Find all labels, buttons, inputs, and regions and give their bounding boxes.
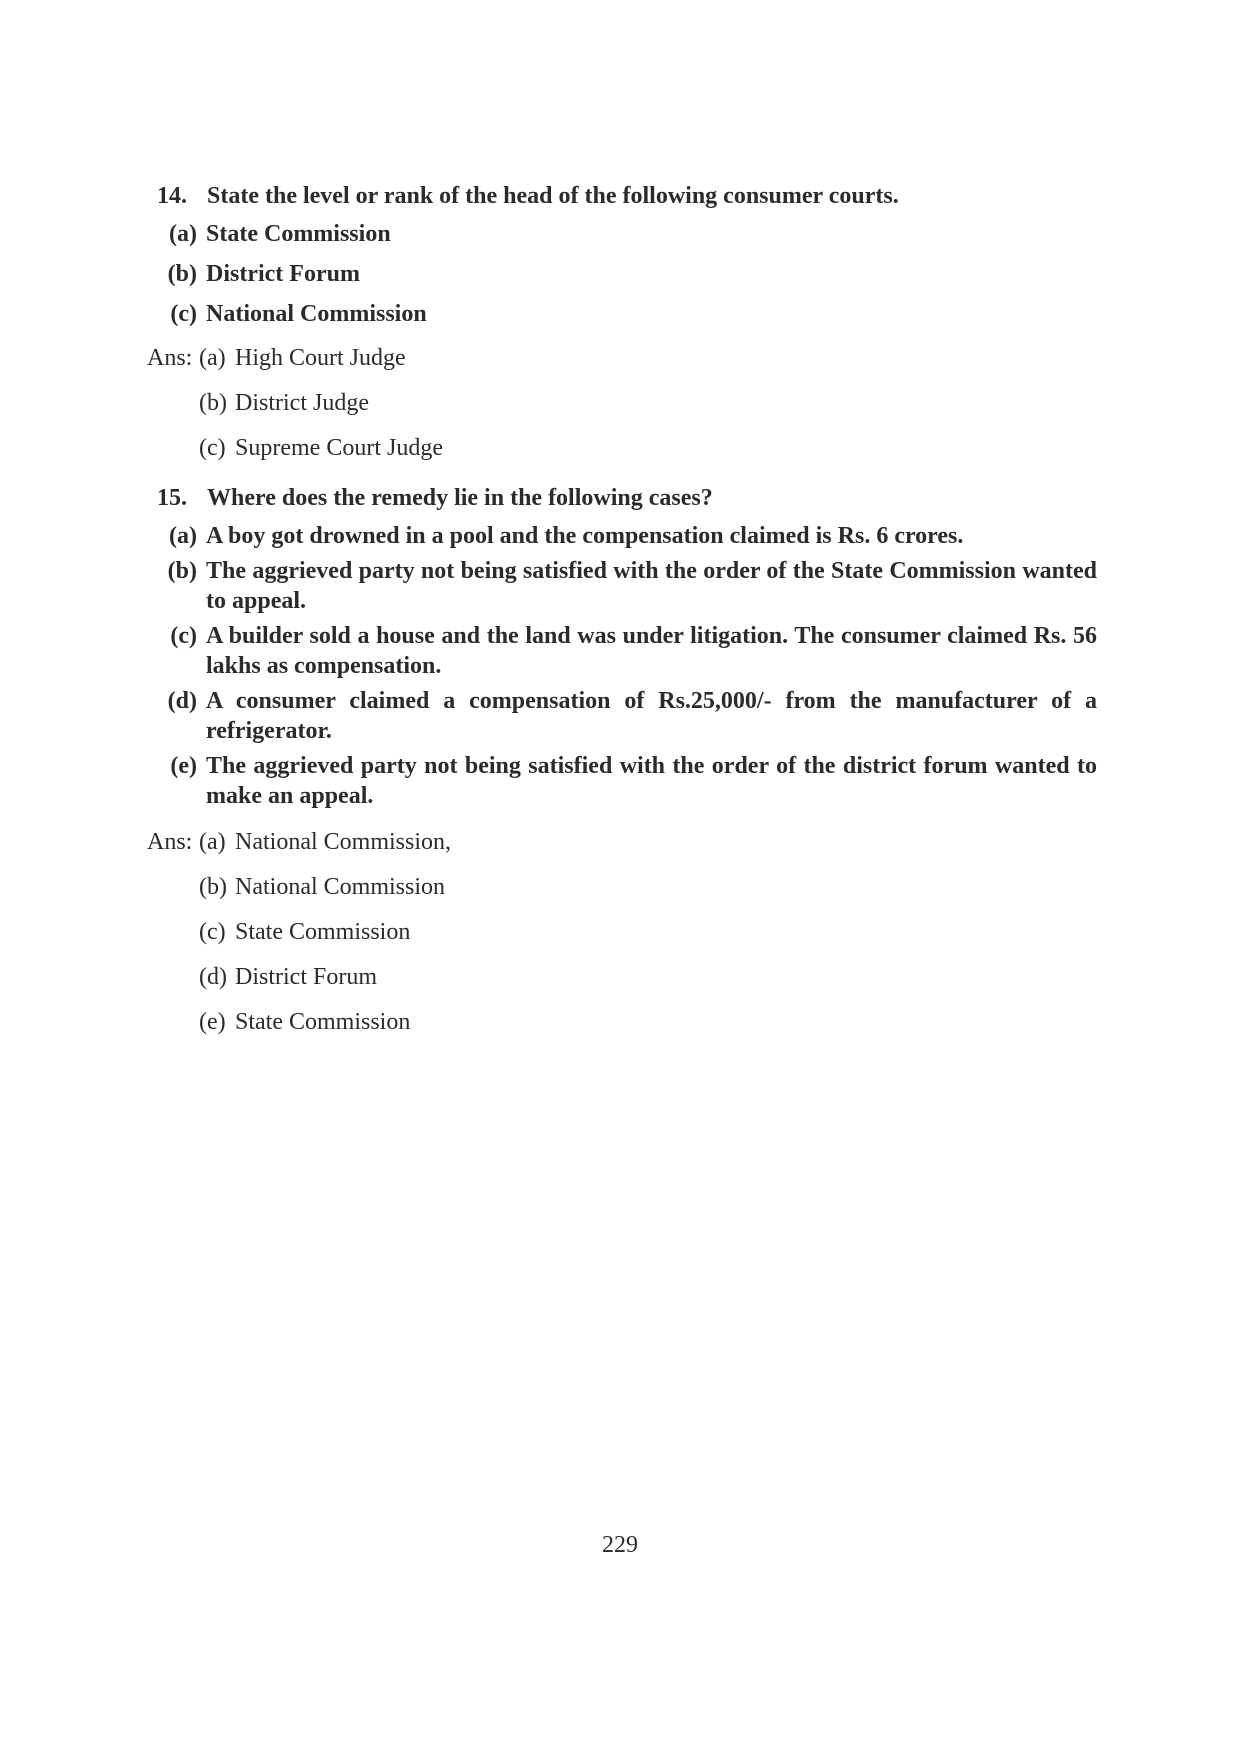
answer-15: [147, 827, 451, 1052]
option-label: (e): [170, 753, 197, 779]
answer-tag: Ans:: [147, 345, 193, 371]
answer-item: [147, 433, 443, 478]
question-options: [157, 219, 1097, 329]
option-text: A builder sold a house and the land was under litigation. The consumer claimed Rs. 56 lakhs as compensation.: [206, 623, 1097, 679]
option-label: (d): [167, 688, 197, 714]
option-label: (a): [169, 221, 197, 247]
answer-label: (c): [199, 919, 226, 945]
answer-text: High Court Judge: [235, 345, 406, 371]
answer-item: [147, 388, 443, 433]
question-heading: [157, 483, 1097, 513]
answer-item: [147, 343, 443, 388]
answer-text: District Forum: [235, 964, 377, 990]
option-item: [157, 299, 1097, 329]
answer-label: (a): [199, 829, 226, 855]
option-text: The aggrieved party not being satisfied with the order of the district forum wanted to make an appeal.: [206, 753, 1097, 809]
answer-label: (a): [199, 345, 226, 371]
question-14: [157, 181, 1097, 339]
question-number: 14.: [157, 183, 187, 209]
answer-label: (c): [199, 435, 226, 461]
answer-text: Supreme Court Judge: [235, 435, 443, 461]
option-text: A consumer claimed a compensation of Rs.25,000/- from the manufacturer of a refrigerator.: [206, 688, 1097, 744]
answer-item: [147, 917, 451, 962]
answer-item: [147, 1007, 451, 1052]
option-label: (b): [167, 261, 197, 287]
option-label: (a): [169, 523, 197, 549]
option-label: (b): [167, 558, 197, 584]
answer-label: (d): [199, 964, 227, 990]
answer-text: National Commission: [235, 874, 445, 900]
page-number: 229: [602, 1532, 638, 1558]
question-text: State the level or rank of the head of the following consumer courts.: [207, 183, 899, 209]
answer-text: State Commission: [235, 1009, 411, 1035]
option-text: District Forum: [206, 261, 360, 287]
question-options: [157, 521, 1097, 811]
option-item: [157, 621, 1097, 681]
answer-label: (e): [199, 1009, 226, 1035]
question-number: 15.: [157, 485, 187, 511]
answer-14: [147, 343, 443, 478]
option-item: [157, 556, 1097, 616]
question-text: Where does the remedy lie in the following cases?: [207, 485, 713, 511]
option-item: [157, 259, 1097, 289]
option-text: A boy got drowned in a pool and the compensation claimed is Rs. 6 crores.: [206, 523, 964, 549]
option-item: [157, 686, 1097, 746]
answer-label: (b): [199, 874, 227, 900]
option-text: The aggrieved party not being satisfied with the order of the State Commission wanted to appeal.: [206, 558, 1097, 614]
answer-label: (b): [199, 390, 227, 416]
option-item: [157, 219, 1097, 249]
answer-tag: Ans:: [147, 829, 193, 855]
option-text: State Commission: [206, 221, 391, 247]
answer-item: [147, 962, 451, 1007]
answer-text: National Commission,: [235, 829, 451, 855]
answer-text: State Commission: [235, 919, 411, 945]
answer-item: [147, 827, 451, 872]
question-heading: [157, 181, 1097, 211]
option-label: (c): [170, 623, 197, 649]
question-15: [157, 483, 1097, 816]
option-label: (c): [170, 301, 197, 327]
option-item: [157, 521, 1097, 551]
answer-item: [147, 872, 451, 917]
option-text: National Commission: [206, 301, 427, 327]
option-item: [157, 751, 1097, 811]
answer-text: District Judge: [235, 390, 369, 416]
